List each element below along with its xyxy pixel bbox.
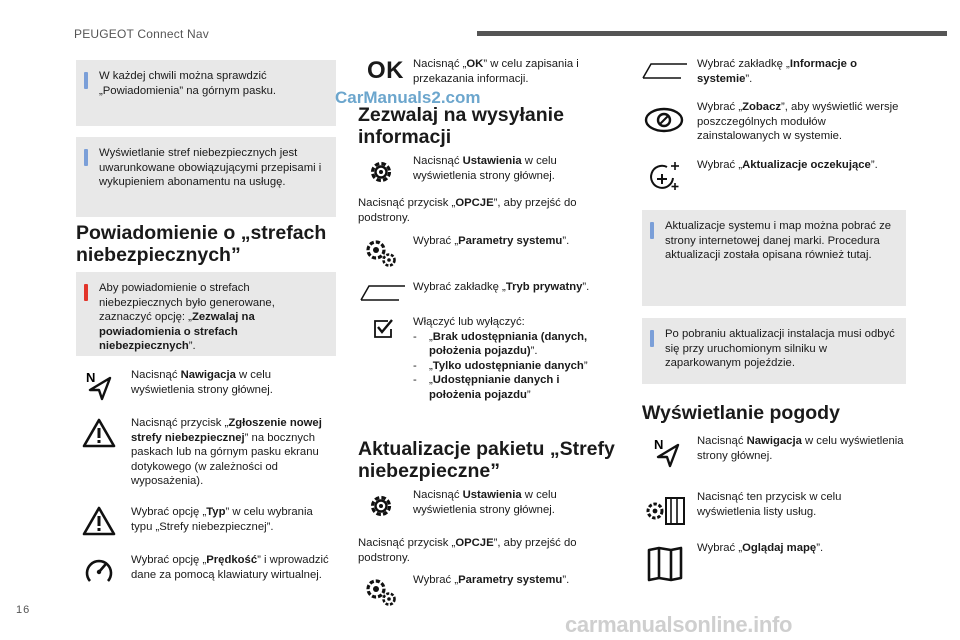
step-ok: Nacisnąć „OK” w celu zapisania i przekazania informacji.	[413, 58, 579, 85]
settings-gear-icon	[367, 158, 395, 186]
step-speed: Wybrać opcję „Prędkość” i wprowadzić dane za pomocą klawiatury wirtualnej.	[131, 554, 329, 581]
top-watermark: CarManuals2.com	[335, 88, 481, 107]
info-text: Wyświetlanie stref niebezpiecznych jest uwarunkowane obowiązującymi przepisami i wykupieniem abonamentu na usługę.	[99, 147, 322, 189]
section-heading-updates: Aktualizacje pakietu „Strefy niebezpieczne”	[358, 438, 615, 482]
pending-updates-icon	[647, 160, 683, 192]
info-marker-icon	[84, 72, 88, 89]
option-data-only: - „Tylko udostępnianie danych”	[413, 359, 588, 372]
step-navigation-weather: Nacisnąć Nawigacja w celu wyświetlenia strony głównej.	[697, 435, 904, 462]
step-settings-2: Nacisnąć Ustawienia w celu wyświetlenia strony głównej.	[413, 489, 557, 516]
step-options: Nacisnąć przycisk „OPCJE”, aby przejść do podstrony.	[358, 197, 577, 224]
step-navigation: Nacisnąć Nawigacja w celu wyświetlenia strony głównej.	[131, 369, 273, 396]
tab-icon	[359, 284, 407, 302]
header-rule	[477, 31, 947, 36]
step-options-2: Nacisnąć przycisk „OPCJE”, aby przejść do podstrony.	[358, 537, 577, 564]
section-heading-allow-sending: Zezwalaj na wysyłanie informacji	[358, 104, 564, 148]
step-system-params: Wybrać „Parametry systemu”.	[413, 235, 570, 247]
settings-double-gear-icon	[363, 575, 399, 607]
checkbox-icon	[372, 318, 394, 340]
info-box-danger-zones	[76, 137, 336, 217]
section-heading-danger-zones: Powiadomienie o „strefach niebezpiecznych”	[76, 222, 327, 266]
option-data-and-position: - „Udostępnianie danych i położenia pojazdu”	[413, 374, 560, 401]
info-box-downloads	[642, 210, 906, 306]
info-text: Po pobraniu aktualizacji instalacja musi odbyć się przy uruchomionym silniku w zaparkowanym pojeździe.	[665, 328, 895, 370]
warning-box	[76, 272, 336, 356]
eye-icon	[644, 106, 684, 134]
info-marker-icon	[650, 330, 654, 347]
map-icon	[647, 546, 683, 582]
info-text: W każdej chwili można sprawdzić „Powiadomienia” na górnym pasku.	[99, 70, 277, 97]
running-header: PEUGEOT Connect Nav	[74, 27, 209, 41]
warning-text: Aby powiadomienie o strefach niebezpiecznych było generowane, zaznaczyć opcję: „Zezwalaj na powiadomienia o strefach niebezpiecznych”.	[99, 282, 275, 353]
info-text: Aktualizacje systemu i map można pobrać ze strony internetowej danej marki. Procedura aktualizacji została opisana również tutaj.	[665, 220, 892, 262]
warning-triangle-icon	[82, 506, 116, 536]
info-marker-icon	[84, 149, 88, 166]
step-system-info: Wybrać zakładkę „Informacje o systemie”.	[697, 58, 857, 85]
warning-triangle-icon	[82, 418, 116, 448]
step-settings: Nacisnąć Ustawienia w celu wyświetlenia strony głównej.	[413, 155, 557, 182]
tab-icon	[641, 62, 689, 80]
navigation-icon	[84, 368, 114, 402]
warning-marker-icon	[84, 284, 88, 301]
step-view-map: Wybrać „Oglądaj mapę”.	[697, 542, 824, 554]
navigation-icon	[652, 435, 682, 469]
step-private-mode: Wybrać zakładkę „Tryb prywatny”.	[413, 281, 590, 293]
footer-watermark: carmanualsonline.info	[565, 612, 793, 637]
settings-gear-icon	[367, 492, 395, 520]
info-box-install	[642, 318, 906, 384]
step-pending-updates: Wybrać „Aktualizacje oczekujące”.	[697, 159, 878, 171]
page-number: 16	[16, 604, 31, 616]
step-report-zone: Nacisnąć przycisk „Zgłoszenie nowej strefy niebezpiecznej” na bocznych paskach lub na górnym pasku ekranu dotykowego (w zależności od wyposażenia).	[131, 417, 322, 488]
ok-button-icon: OK	[367, 57, 404, 84]
speedometer-icon	[84, 556, 114, 586]
step-view: Wybrać „Zobacz”, aby wyświetlić wersje poszczególnych modułów zainstalowanych w systemie.	[697, 101, 899, 143]
step-select-type: Wybrać opcję „Typ” w celu wybrania typu „Strefy niebezpiecznej”.	[131, 506, 313, 533]
info-marker-icon	[650, 222, 654, 239]
settings-double-gear-icon	[363, 236, 399, 268]
svg-text:N: N	[654, 437, 664, 452]
info-box-notifications	[76, 60, 336, 126]
section-heading-weather: Wyświetlanie pogody	[642, 402, 840, 424]
apps-list-icon	[644, 494, 688, 528]
step-services-list: Nacisnąć ten przycisk w celu wyświetlenia listy usług.	[697, 491, 842, 518]
step-toggle: Włączyć lub wyłączyć: - „Brak udostępniania (danych, położenia pojazdu)”. - „Tylko udostępnianie danych” - „Udostępnianie danych i położenia pojazdu”	[413, 315, 613, 403]
step-system-params-2: Wybrać „Parametry systemu”.	[413, 574, 570, 586]
option-no-sharing: - „Brak udostępniania (danych, położenia pojazdu)”.	[413, 330, 588, 358]
svg-text:N: N	[86, 370, 96, 385]
